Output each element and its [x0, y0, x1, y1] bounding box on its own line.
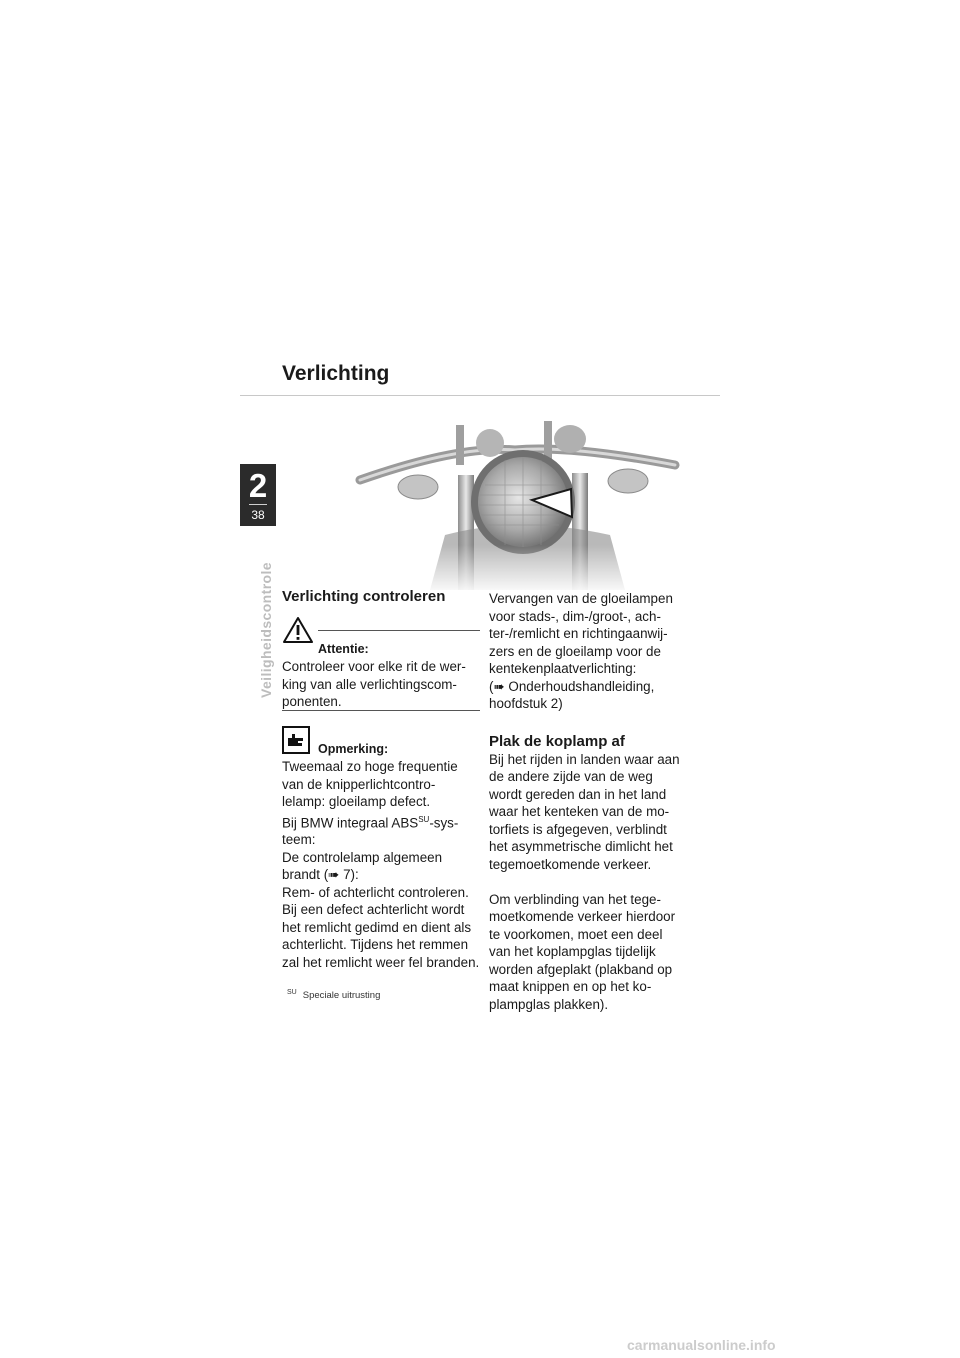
para1-line: wordt gereden dan in het land: [489, 786, 667, 802]
right-column: [489, 590, 694, 1013]
intro-line: Vervangen van de gloeilampen: [489, 591, 673, 606]
para2-line: maat knippen en op het ko-: [489, 979, 652, 994]
intro-line: ter-/remlicht en richtingaanwij-: [489, 626, 668, 641]
note-line-abs: Bij BMW integraal $ABS^{SU}-sys-$: [282, 814, 459, 830]
note-line: van de knipperlichtcontro-: [282, 776, 436, 792]
note-line: achterlicht. Tijdens het remmen: [282, 937, 469, 953]
left-column: [282, 588, 482, 970]
note-line: lelamp: gloeilamp defect.: [282, 794, 431, 809]
section-name: Veiligheidscontrole: [258, 562, 274, 698]
para2-line: te voorkomen, moet een deel: [489, 926, 663, 942]
reference-arrow-icon: ➠: [493, 678, 505, 694]
para2-line: Om verblinding van het tege-: [489, 891, 661, 907]
note-label: Opmerking:: [318, 742, 389, 756]
para2-line: moetkomende verkeer hierdoor: [489, 909, 676, 924]
watermark: carmanualsonline.info: [627, 1337, 776, 1353]
title-divider: [240, 395, 720, 396]
page-title: Verlichting: [282, 362, 390, 385]
page-number: 38: [251, 508, 265, 522]
intro-line: zers en de gloeilamp voor de: [489, 643, 661, 659]
intro-line: kentekenplaatverlichting:: [489, 661, 637, 676]
section-heading: Verlichting controleren: [282, 588, 446, 605]
reference-arrow-icon: ➠: [328, 867, 340, 883]
section-side-label: [246, 548, 274, 698]
note-line: Bij een defect achterlicht wordt: [282, 902, 465, 918]
attention-line: king van alle verlichtingscom-: [282, 676, 457, 692]
para1-line: de andere zijde van de weg: [489, 769, 653, 784]
intro-line: voor stads-, dim-/groot-, ach-: [489, 608, 661, 624]
chapter-number: 2: [248, 467, 268, 504]
note-line: het remlicht gedimd en dient als: [282, 919, 472, 935]
attention-label: Attentie:: [318, 642, 369, 656]
chapter-divider: [249, 504, 267, 505]
footnote: $^{SU}$ Speciale uitrusting: [287, 989, 381, 1002]
attention-line: ponenten.: [282, 694, 342, 709]
para1-line: tegemoetkomende verkeer.: [489, 856, 652, 872]
para2-line: plampglas plakken).: [489, 996, 609, 1012]
headlight-photo: [340, 415, 690, 590]
para2-line: worden afgeplakt (plakband op: [489, 961, 673, 977]
note-line: zal het remlicht weer fel branden.: [282, 954, 480, 970]
note-line-brandt: brandt (➠ 7):: [282, 867, 359, 883]
note-line: De controlelamp algemeen: [282, 849, 443, 865]
para2-line: van het koplampglas tijdelijk: [489, 944, 656, 959]
note-hand-icon: [282, 726, 310, 754]
attention-bottom-rule: [282, 710, 480, 711]
note-line: Rem- of achterlicht controleren.: [282, 884, 469, 900]
note-line: Tweemaal zo hoge frequentie: [282, 759, 458, 774]
para1-line: het asymmetrische dimlicht het: [489, 839, 673, 854]
para1-line: Bij het rijden in landen waar aan: [489, 751, 680, 767]
warning-icon: [282, 616, 314, 644]
attention-top-rule: [318, 630, 480, 631]
tape-heading: Plak de koplamp af: [489, 732, 625, 750]
reference-line-cont: hoofdstuk 2): [489, 696, 563, 711]
attention-line: Controleer voor elke rit de wer-: [282, 659, 466, 674]
note-line: teem:: [282, 832, 316, 848]
para1-line: waar het kenteken van de mo-: [489, 804, 670, 819]
reference-line: (➠ Onderhoudshandleiding,: [489, 678, 655, 694]
para1-line: torfiets is afgegeven, verblindt: [489, 821, 667, 837]
